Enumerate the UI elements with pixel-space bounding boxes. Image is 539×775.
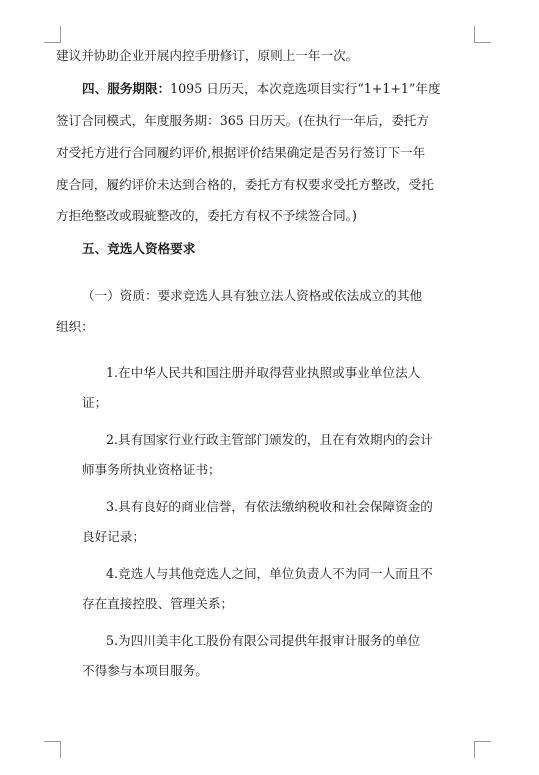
section-5-heading: 五、竞选人资格要求	[82, 241, 196, 256]
crop-mark-top-left	[44, 26, 61, 43]
item-1-line-2: 证；	[82, 395, 108, 410]
item-5-line-2: 不得参与本项目服务。	[82, 663, 208, 678]
section-4-line-5: 方拒绝整改或瑕疵整改的，委托方有权不予续签合同。)	[56, 208, 357, 223]
section-4-line-1	[82, 80, 502, 98]
subsection-1-line-1: （一）资质：要求竞选人具有独立法人资格或依法成立的其他	[82, 288, 423, 303]
crop-mark-top-right	[474, 26, 491, 43]
item-1-line-1: 1.在中华人民共和国注册并取得营业执照或事业单位法人	[106, 365, 421, 380]
section-4-line-2: 签订合同模式，年度服务期：365 日历天。(在执行一年后，委托方	[56, 113, 429, 128]
item-3-line-2: 良好记录；	[82, 529, 145, 544]
item-2-line-1: 2.具有国家行业行政主管部门颁发的，且在有效期内的会计	[106, 432, 433, 447]
item-4-line-2: 存在直接控股、管理关系；	[82, 596, 234, 611]
item-3-line-1: 3.具有良好的商业信誉，有依法缴纳税收和社会保障资金的	[106, 499, 433, 514]
section-4-line-3: 对受托方进行合同履约评价,根据评价结果确定是否另行签订下一年	[56, 145, 426, 160]
crop-mark-bottom-left	[44, 741, 61, 758]
item-5-line-1: 5.为四川美丰化工股份有限公司提供年报审计服务的单位	[106, 633, 421, 648]
section-4-line-4: 度合同，履约评价未达到合格的，委托方有权要求受托方整改，受托	[56, 177, 434, 192]
item-4-line-1: 4.竞选人与其他竞选人之间，单位负责人不为同一人而且不	[106, 566, 433, 581]
item-2-line-2: 师事务所执业资格证书；	[82, 462, 221, 477]
crop-mark-bottom-right	[474, 741, 491, 758]
subsection-1-line-2: 组织：	[56, 319, 94, 334]
section-4-label: 四、服务期限：	[82, 81, 171, 96]
paragraph-line: 建议并协助企业开展内控手册修订，原则上一年一次。	[56, 48, 359, 63]
section-4-text: 1095 日历天，本次竞选项目实行“1+1+1”年度	[170, 81, 441, 96]
